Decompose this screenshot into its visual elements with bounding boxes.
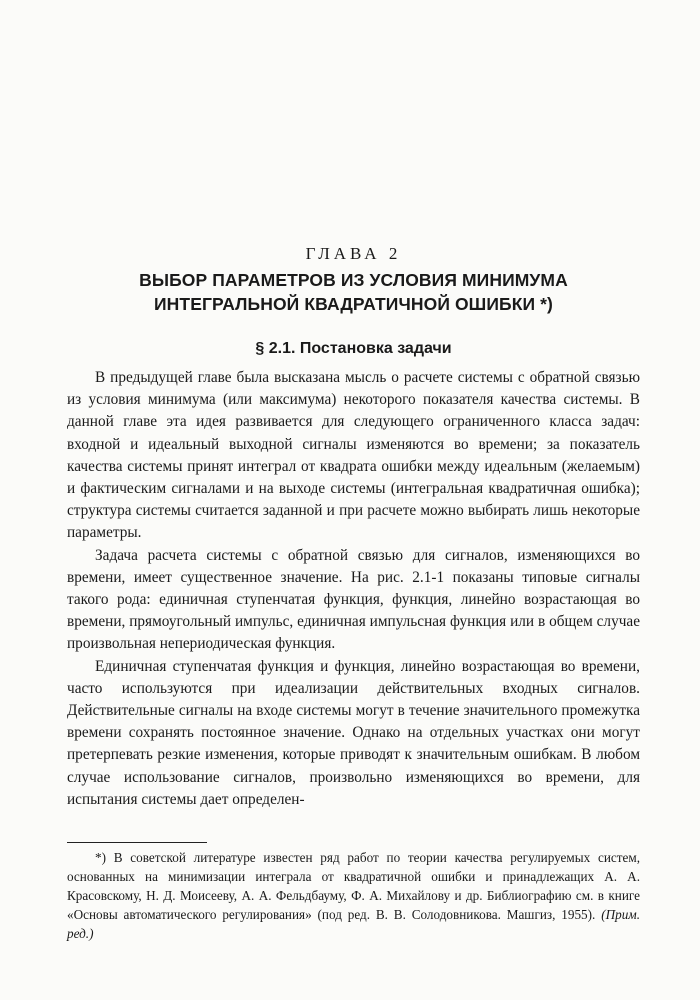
book-page xyxy=(67,0,640,1000)
footnote-text: *) В советской литературе известен ряд работ по теории качества регулируемых систем, основанных на минимизации интеграла от квадратичной ошибки и принадлежащих А. А. Красовскому, Н. Д. Моисееву, А. А. Фельдбауму, Ф. А. Михайлову и др. Библиографию см. в книге «Основы автоматического регулирования» (под ред. В. В. Солодовникова. Машгиз, 1955). xyxy=(67,850,640,922)
paragraph: Задача расчета системы с обратной связью для сигналов, изменяющихся во времени, имеет существенное значение. На рис. 2.1-1 показаны типовые сигналы такого рода: единичная ступенчатая функция, функция, линейно возрастающая во времени, прямоугольный импульс, единичная импульсная функция или в общем случае произвольная непериодическая функция. xyxy=(67,546,640,653)
chapter-title: ВЫБОР ПАРАМЕТРОВ ИЗ УСЛОВИЯ МИНИМУМА ИНТЕГРАЛЬНОЙ КВАДРАТИЧНОЙ ОШИБКИ *) xyxy=(139,270,568,314)
body-text xyxy=(67,367,640,811)
paragraph: Единичная ступенчатая функция и функция, линейно возрастающая во времени, часто используются при идеализации действительных входных сигналов. Действительные сигналы на входе системы могут в течение значительного промежутка времени сохранять постоянное значение. Однако на отдельных участках они могут претерпевать резкие изменения, которые приводят к значительным ошибкам. В любом случае использование сигналов, произвольно изменяющихся во времени, для испытания системы дает определен- xyxy=(67,657,640,808)
footnote-editor-note: (Прим. ред.) xyxy=(67,907,641,941)
chapter-label: ГЛАВА 2 xyxy=(305,244,402,263)
paragraph: В предыдущей главе была высказана мысль о расчете системы с обратной связью из условия минимума (или максимума) некоторого показателя качества системы. В данной главе эта идея развивается для следующего ограниченного класса задач: входной и идеальный выходной сигналы изменяются во времени; за показатель качества системы принят интеграл от квадрата ошибки между идеальным (желаемым) и фактическим сигналами и на выходе системы (интегральная квадратичная ошибка); структура системы считается заданной и при расчете можно выбирать лишь некоторые параметры. xyxy=(67,369,640,542)
section-heading: § 2.1. Постановка задачи xyxy=(255,340,452,357)
footnote-divider xyxy=(67,842,207,843)
footnote xyxy=(67,848,640,943)
